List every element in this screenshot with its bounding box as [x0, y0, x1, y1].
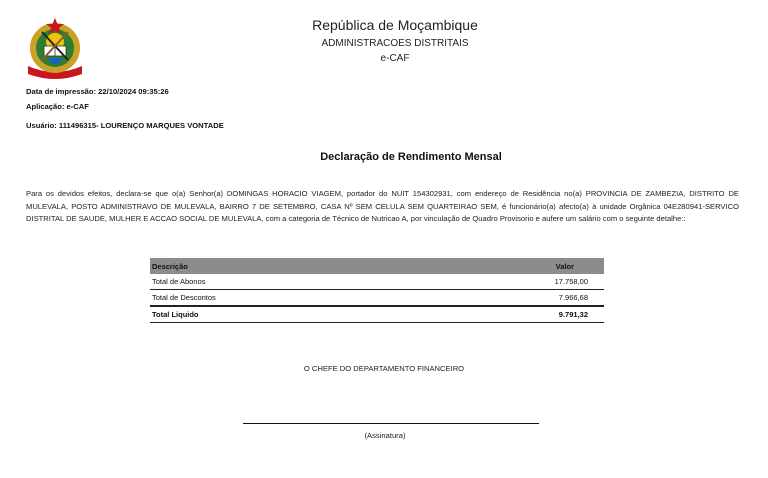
- document-title: Declaração de Rendimento Mensal: [320, 151, 502, 163]
- table-row: [150, 306, 604, 323]
- declaration-text: Para os devidos efeitos, declara-se que o(a) Senhor(a) DOMINGAS HORACIO VIAGEM, portador do NUIT 154302931, com endereço de Residência no(a) PROVINCIA DE ZAMBEZIA, DISTRITO DE MULEVALA, POSTO ADMINISTRAVO DE MULEVALA, BAIRRO 7 DE SETEMBRO, CASA Nº SEM CELULA SEM QUARTEIRAO SEM, é funcionário(a) afecto(a) à unidade Orgânica 04E280941-SERVICO DISTRITAL DE SAUDE, MULHER E ACCAO SOCIAL DE MULEVALA, com a categoria de Técnico de Nutricao A, por vinculação de Quadro Provisorio e aufere um salário com o seguinte detalhe::: [26, 189, 739, 224]
- header-subtitle: ADMINISTRACOES DISTRITAIS: [321, 38, 469, 49]
- department-head-title: O CHEFE DO DEPARTAMENTO FINANCEIRO: [303, 364, 465, 373]
- table-row: [150, 274, 604, 290]
- column-header-value: Valor: [408, 258, 604, 274]
- application-name: Aplicação: e-CAF: [26, 102, 89, 111]
- row-label-abonos: Total de Abonos: [150, 274, 408, 290]
- column-header-description: Descrição: [150, 258, 408, 274]
- table-row: [150, 290, 604, 307]
- row-value-descontos: 7.966,68: [408, 290, 604, 307]
- row-value-abonos: 17.758,00: [408, 274, 604, 290]
- table-header-row: [150, 258, 604, 274]
- header-title: República de Moçambique: [312, 17, 478, 33]
- signature-label: (Assinatura): [364, 431, 406, 440]
- income-table: [150, 258, 604, 323]
- print-date: Data de impressão: 22/10/2024 09:35:26: [26, 87, 169, 96]
- header-system: e-CAF: [380, 53, 410, 64]
- row-label-liquido: Total Liquido: [150, 306, 408, 323]
- signature-line: [243, 423, 539, 424]
- row-value-liquido: 9.791,32: [408, 306, 604, 323]
- user-info: Usuário: 111496315- LOURENÇO MARQUES VONTADE: [26, 121, 224, 130]
- row-label-descontos: Total de Descontos: [150, 290, 408, 307]
